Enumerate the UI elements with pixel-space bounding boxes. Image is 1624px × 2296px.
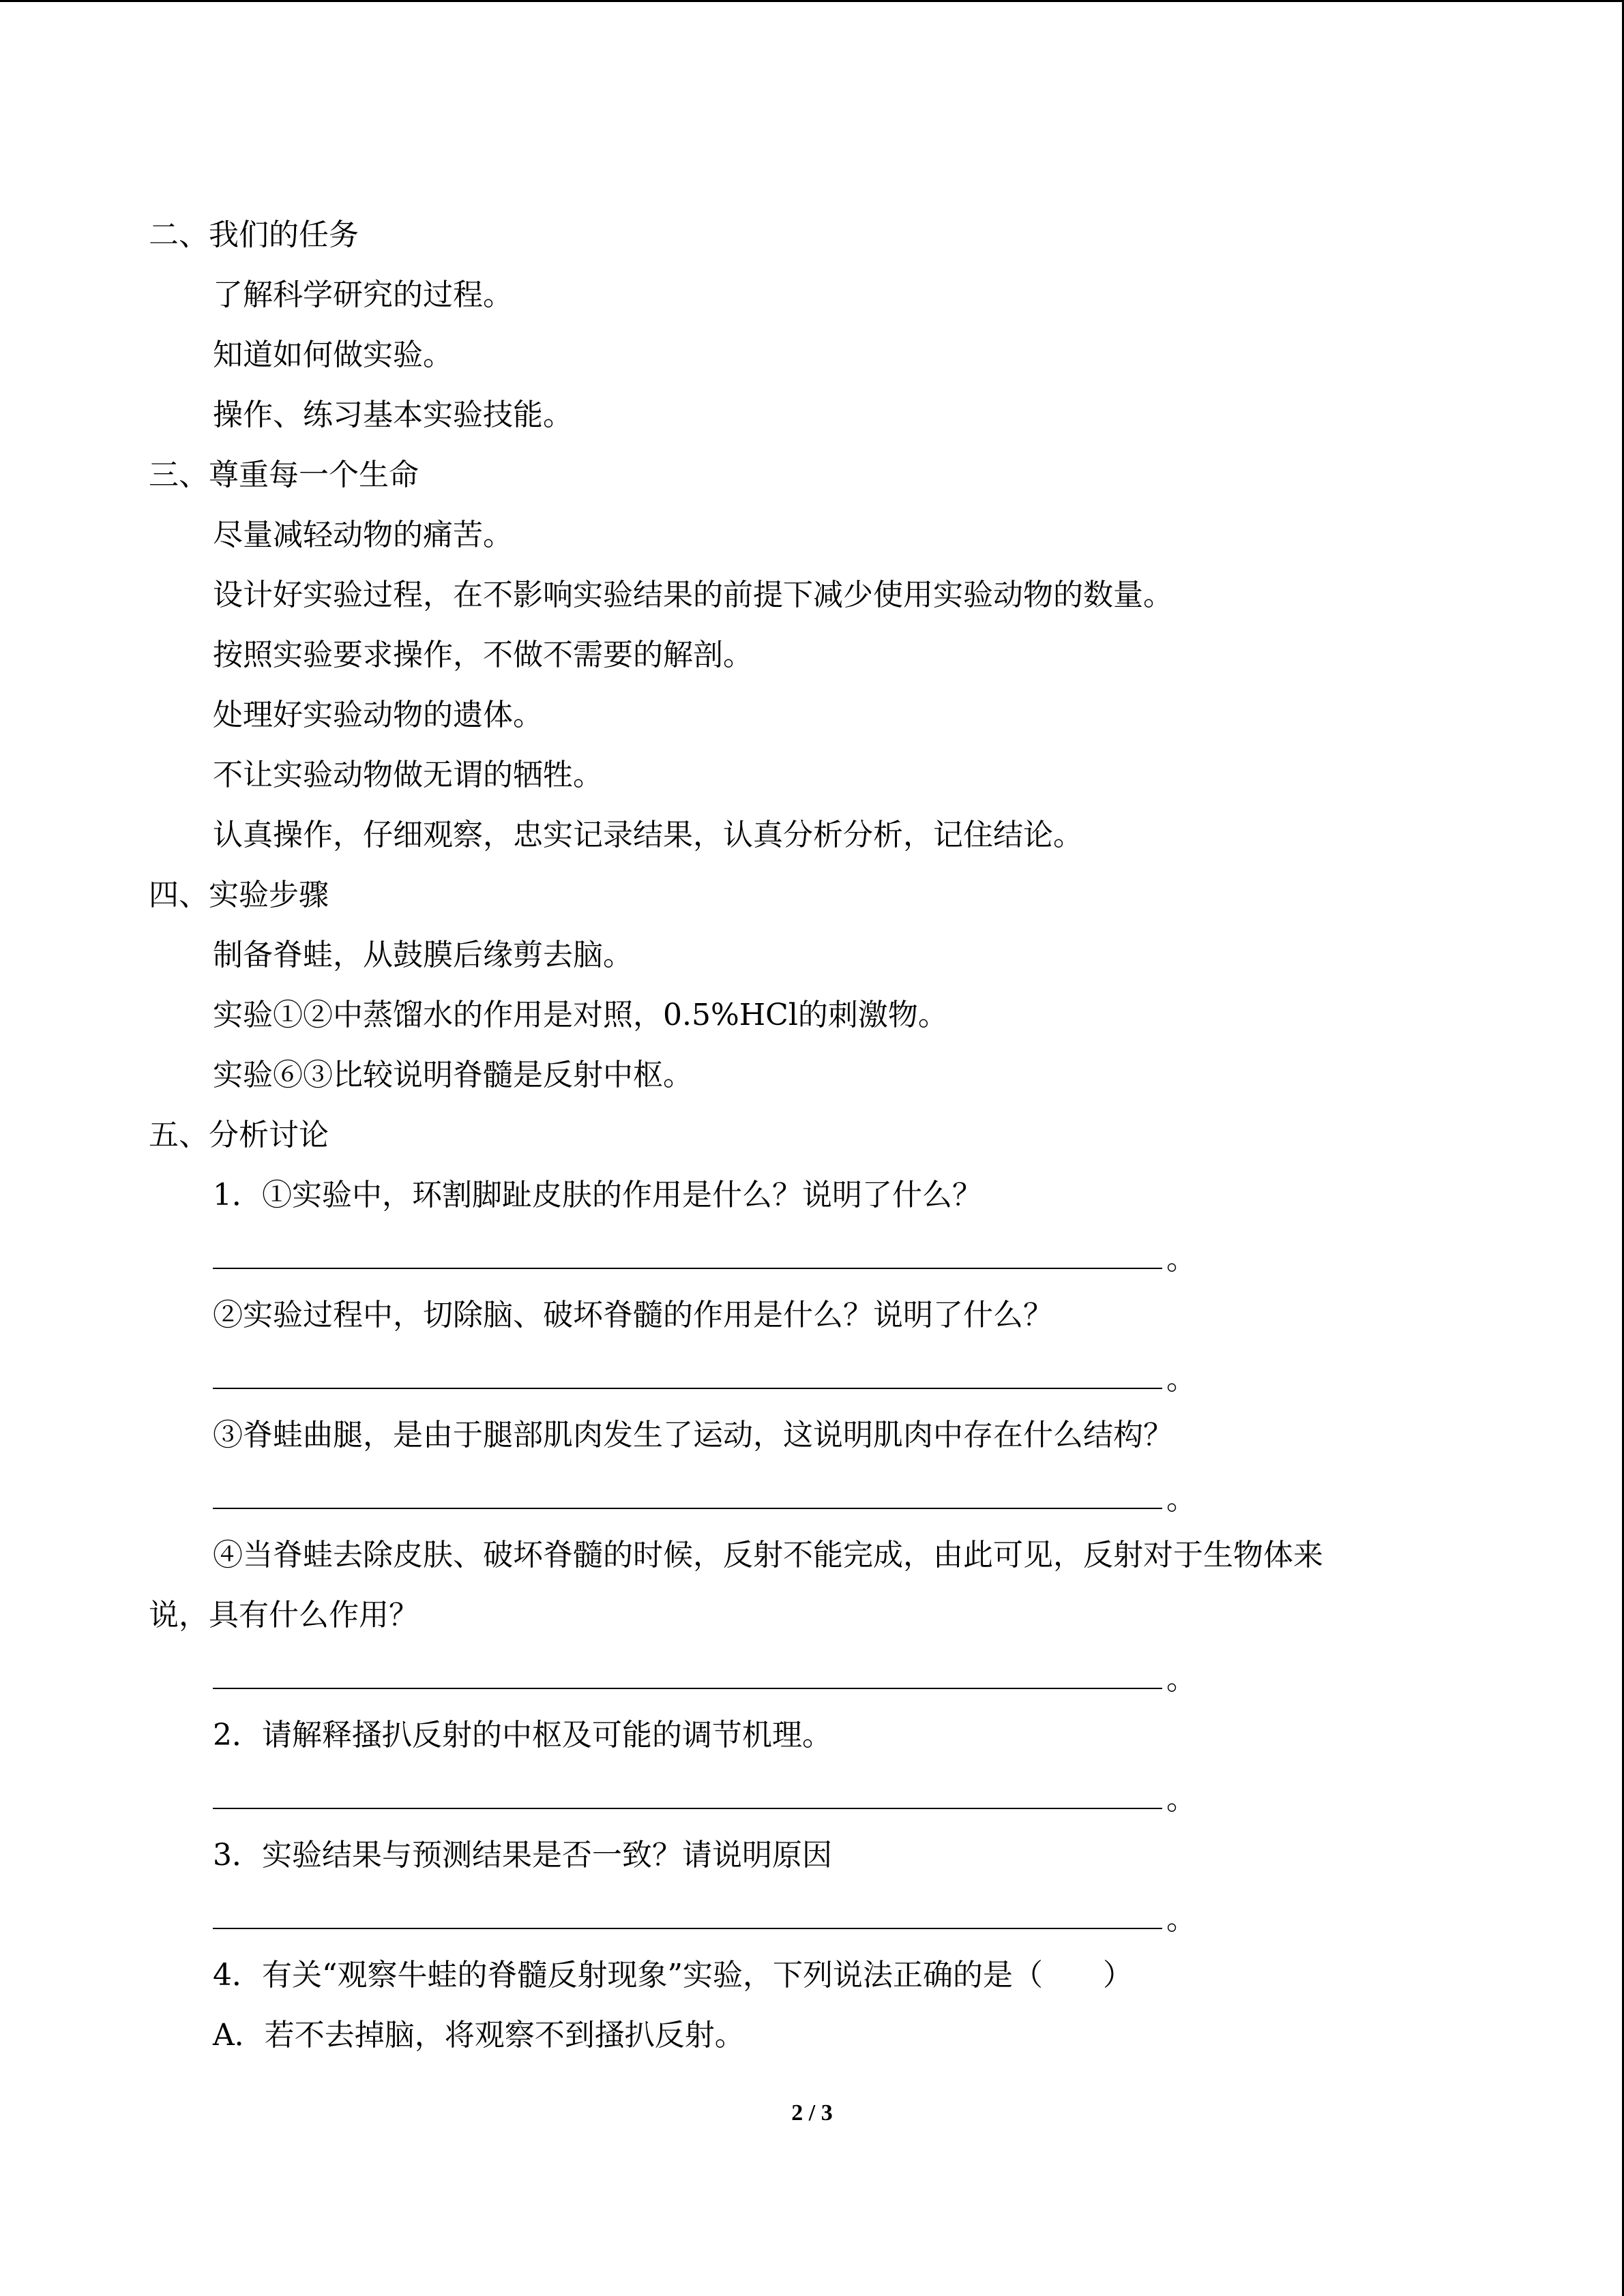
step-item-1: 制备脊蛙，从鼓膜后缘剪去脑。 — [213, 938, 633, 972]
respect-item-4: 处理好实验动物的遗体。 — [213, 698, 543, 732]
page-number: 2 / 3 — [791, 2100, 833, 2126]
task-item-3: 操作、练习基本实验技能。 — [213, 398, 573, 432]
question-3: 3．实验结果与预测结果是否一致？请说明原因 — [213, 1838, 832, 1873]
question-1-4-line-1: ④当脊蛙去除皮肤、破坏脊髓的时候，反射不能完成，由此可见，反射对于生物体来 — [213, 1538, 1323, 1572]
answer-rule — [213, 1508, 1162, 1509]
respect-item-6: 认真操作，仔细观察，忠实记录结果，认真分析分析，记住结论。 — [213, 818, 1083, 852]
heading-respect-life: 三、尊重每一个生命 — [149, 458, 419, 492]
step-item-2: 实验①②中蒸馏水的作用是对照，0.5%HCl的刺激物。 — [213, 998, 948, 1032]
question-2: 2．请解释搔扒反射的中枢及可能的调节机理。 — [213, 1718, 832, 1753]
step-item-3: 实验⑥③比较说明脊髓是反射中枢。 — [213, 1058, 693, 1092]
answer-period: 。 — [1166, 1782, 1196, 1817]
question-4: 4．有关“观察牛蛙的脊髓反射现象”实验，下列说法正确的是（ ） — [213, 1958, 1133, 1993]
task-item-1: 了解科学研究的过程。 — [213, 278, 513, 312]
answer-period: 。 — [1166, 1902, 1196, 1937]
answer-rule — [213, 1388, 1162, 1389]
answer-rule — [213, 1808, 1162, 1809]
heading-discussion: 五、分析讨论 — [149, 1118, 329, 1152]
question-1-1: 1．①实验中，环割脚趾皮肤的作用是什么？说明了什么？ — [213, 1178, 982, 1212]
answer-period: 。 — [1166, 1662, 1196, 1697]
answer-period: 。 — [1166, 1362, 1196, 1397]
heading-task: 二、我们的任务 — [149, 218, 359, 252]
task-item-2: 知道如何做实验。 — [213, 338, 453, 372]
answer-period: 。 — [1166, 1242, 1196, 1277]
question-1-2: ②实验过程中，切除脑、破坏脊髓的作用是什么？说明了什么？ — [213, 1298, 1053, 1332]
heading-steps: 四、实验步骤 — [149, 878, 329, 912]
question-1-4-line-2: 说，具有什么作用？ — [149, 1598, 419, 1632]
respect-item-2: 设计好实验过程，在不影响实验结果的前提下减少使用实验动物的数量。 — [213, 578, 1173, 612]
question-1-3: ③脊蛙曲腿，是由于腿部肌肉发生了运动，这说明肌肉中存在什么结构？ — [213, 1418, 1173, 1452]
answer-rule — [213, 1268, 1162, 1269]
answer-rule — [213, 1688, 1162, 1689]
respect-item-1: 尽量减轻动物的痛苦。 — [213, 518, 513, 552]
answer-period: 。 — [1166, 1482, 1196, 1517]
respect-item-5: 不让实验动物做无谓的牺牲。 — [213, 758, 603, 792]
question-4-option-a: A．若不去掉脑，将观察不到搔扒反射。 — [213, 2018, 745, 2053]
answer-rule — [213, 1928, 1162, 1929]
respect-item-3: 按照实验要求操作，不做不需要的解剖。 — [213, 638, 753, 672]
